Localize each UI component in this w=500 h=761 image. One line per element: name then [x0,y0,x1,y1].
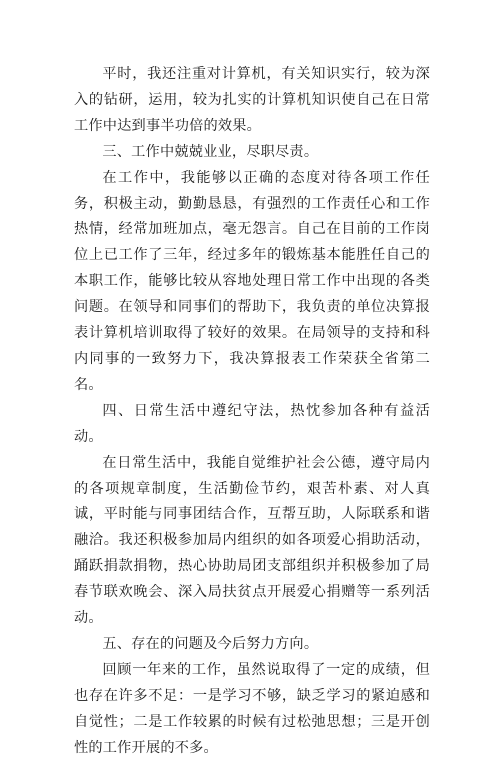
paragraph-work-attitude: 在工作中，我能够以正确的态度对待各项工作任务，积极主动，勤勤恳恳，有强烈的工作责任心和工作热情，经常加班加点，毫无怨言。自己在目前的工作岗位上已工作了三年，经过多年的锻炼基本能胜任自己的本职工作，能够比较从容地处理日常工作中出现的各类问题。在领导和同事们的帮助下，我负责的单位决算报表计算机培训取得了较好的效果。在局领导的支持和科内同事的一致努力下，我决算报表工作荣获全省第二名。 [74,169,430,393]
section-heading-three: 三、工作中兢兢业业，尽职尽责。 [102,143,319,160]
paragraph-computer-skills: 平时，我还注重对计算机，有关知识实行，较为深入的钻研，运用，较为扎实的计算机知识使自己在日常工作中达到事半功倍的效果。 [74,66,430,134]
document-body [74,62,430,761]
paragraph-daily-life: 在日常生活中，我能自觉维护社会公德，遵守局内的各项规章制度，生活勤俭节约，艰苦朴素、对人真诚，平时能与同事团结合作，互帮互助，人际联系和谐融洽。我还积极参加局内组织的如各项爱心捐助活动，踊跃捐款捐物，热心协助局团支部组织并积极参加了局春节联欢晚会、深入局扶贫点开展爱心捐赠等一系列活动。 [74,454,430,627]
section-heading-five: 五、存在的问题及今后努力方向。 [102,635,319,652]
section-heading-four: 四、日常生活中遵纪守法，热忱参加各种有益活动。 [74,402,430,445]
paragraph-shortcomings: 回顾一年来的工作，虽然说取得了一定的成绩，但也存在许多不足：一是学习不够，缺乏学习的紧迫感和自觉性；二是工作较累的时候有过松弛思想；三是开创性的工作开展的不多。 [74,661,430,756]
